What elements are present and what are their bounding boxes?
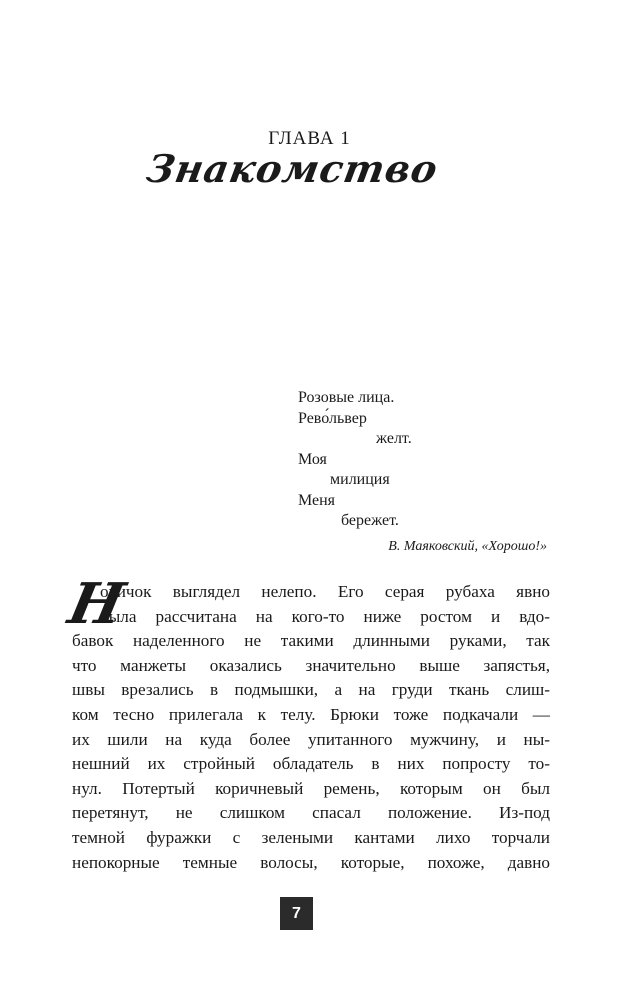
drop-cap: Н xyxy=(62,571,130,637)
text-line: была рассчитана на кого-то ниже ростом и вдо- xyxy=(100,606,550,626)
text-line: бавок наделенного не такими длинными руками, так xyxy=(72,631,550,651)
epigraph-line: Рево́львер xyxy=(298,409,367,427)
epigraph-line: Моя xyxy=(298,450,327,468)
text-line: ком тесно прилегала к телу. Брюки тоже подкачали — xyxy=(72,704,550,724)
body-text xyxy=(62,571,550,875)
text-line: их шили на куда более упитанного мужчину, и ны- xyxy=(72,729,550,749)
text-line: что манжеты оказались значительно выше запястья, xyxy=(72,655,550,675)
epigraph-line: Розовые лица. xyxy=(298,389,395,406)
text-line: нул. Потертый коричневый ремень, которым он был xyxy=(72,778,550,798)
epigraph-line: желт. xyxy=(376,430,412,447)
epigraph-attribution: В. Маяковский, «Хорошо!» xyxy=(388,539,547,554)
epigraph-line: милиция xyxy=(330,471,390,488)
chapter-title: Знакомство xyxy=(143,146,442,191)
text-line: нешний их стройный обладатель в них попросту то- xyxy=(72,754,550,774)
text-line: темной фуражки с зелеными кантами лихо торчали xyxy=(72,827,550,847)
text-line: швы врезались в подмышки, а на груди ткань слиш- xyxy=(72,680,550,700)
epigraph-line: бережет. xyxy=(341,512,399,529)
text-line: перетянут, не слишком спасал положение. Из-под xyxy=(72,803,550,823)
epigraph xyxy=(298,388,598,532)
page-number: 7 xyxy=(280,897,313,930)
text-line: овичок выглядел нелепо. Его серая рубаха явно xyxy=(100,582,550,601)
text-line: непокорные темные волосы, которые, похоже, давно xyxy=(72,852,550,872)
chapter-label: ГЛАВА 1 xyxy=(268,128,351,149)
epigraph-line: Меня xyxy=(298,491,336,509)
